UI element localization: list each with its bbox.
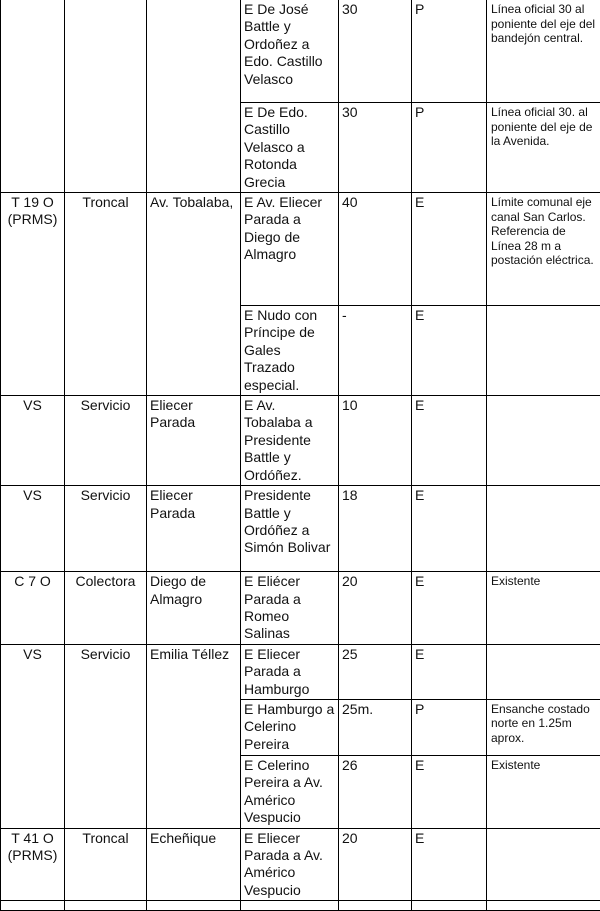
segment-cell: E Celerino Pereira a Av. Américo Vespucio: [241, 755, 339, 828]
name-cell: Eliecer Parada: [147, 396, 241, 486]
code-cell: [1, 0, 65, 193]
empty-cell: [339, 901, 412, 911]
table-row: [1, 486, 600, 572]
segment-cell: E Av. Eliecer Parada a Diego de Almagro: [241, 193, 339, 306]
notes-cell: Existente: [487, 755, 600, 828]
notes-cell: [487, 306, 600, 396]
segment-cell: E De José Battle y Ordoñez a Edo. Castillo Velasco: [241, 0, 339, 103]
status-cell: P: [412, 699, 487, 755]
name-cell: Emilia Téllez: [147, 644, 241, 828]
width-cell: -: [339, 306, 412, 396]
code-cell: VS: [1, 396, 65, 486]
name-cell: Av. Tobalaba,: [147, 193, 241, 396]
notes-cell: [487, 828, 600, 901]
status-cell: E: [412, 644, 487, 699]
notes-cell: Línea oficial 30. al poniente del eje de la Avenida.: [487, 103, 600, 193]
table-row: [1, 396, 600, 486]
notes-cell: Límite comunal eje canal San Carlos. Referencia de Línea 28 m a postación eléctrica.: [487, 193, 600, 306]
width-cell: 30: [339, 103, 412, 193]
empty-cell: [241, 901, 339, 911]
width-cell: 18: [339, 486, 412, 572]
category-cell: [65, 0, 147, 193]
notes-cell: Ensanche costado norte en 1.25m aprox.: [487, 699, 600, 755]
empty-cell: [487, 901, 600, 911]
notes-cell: [487, 486, 600, 572]
segment-cell: E Nudo con Príncipe de Gales Trazado especial.: [241, 306, 339, 396]
code-cell: VS: [1, 644, 65, 828]
table-row: [1, 901, 600, 911]
status-cell: E: [412, 486, 487, 572]
empty-cell: [1, 901, 65, 911]
width-cell: 30: [339, 0, 412, 103]
status-cell: E: [412, 306, 487, 396]
category-cell: Servicio: [65, 644, 147, 828]
code-cell: T 41 O (PRMS): [1, 828, 65, 901]
status-cell: P: [412, 0, 487, 103]
notes-cell: [487, 396, 600, 486]
width-cell: 25: [339, 644, 412, 699]
notes-cell: [487, 644, 600, 699]
name-cell: Diego de Almagro: [147, 572, 241, 645]
empty-cell: [147, 901, 241, 911]
width-cell: 20: [339, 828, 412, 901]
empty-cell: [65, 901, 147, 911]
table-row: [1, 572, 600, 645]
table-row: [1, 828, 600, 901]
table-row: [1, 193, 600, 306]
category-cell: Troncal: [65, 828, 147, 901]
code-cell: T 19 O (PRMS): [1, 193, 65, 396]
notes-cell: Existente: [487, 572, 600, 645]
code-cell: VS: [1, 486, 65, 572]
category-cell: Servicio: [65, 396, 147, 486]
segment-cell: E Av. Tobalaba a Presidente Battle y Ordóñez.: [241, 396, 339, 486]
notes-cell: Línea oficial 30 al poniente del eje del bandejón central.: [487, 0, 600, 103]
name-cell: Echeñique: [147, 828, 241, 901]
segment-cell: Presidente Battle y Ordóñez a Simón Bolivar: [241, 486, 339, 572]
name-cell: Eliecer Parada: [147, 486, 241, 572]
segment-cell: E Eliécer Parada a Romeo Salinas: [241, 572, 339, 645]
status-cell: E: [412, 572, 487, 645]
category-cell: Colectora: [65, 572, 147, 645]
category-cell: Servicio: [65, 486, 147, 572]
code-cell: C 7 O: [1, 572, 65, 645]
status-cell: P: [412, 103, 487, 193]
width-cell: 26: [339, 755, 412, 828]
width-cell: 10: [339, 396, 412, 486]
segment-cell: E De Edo. Castillo Velasco a Rotonda Grecia: [241, 103, 339, 193]
width-cell: 25m.: [339, 699, 412, 755]
status-cell: E: [412, 755, 487, 828]
segment-cell: E Hamburgo a Celerino Pereira: [241, 699, 339, 755]
width-cell: 20: [339, 572, 412, 645]
category-cell: Troncal: [65, 193, 147, 396]
segment-cell: E Eliecer Parada a Av. Américo Vespucio: [241, 828, 339, 901]
table-row: [1, 644, 600, 699]
status-cell: E: [412, 193, 487, 306]
status-cell: E: [412, 396, 487, 486]
width-cell: 40: [339, 193, 412, 306]
table-row: [1, 0, 600, 103]
name-cell: [147, 0, 241, 193]
status-cell: E: [412, 828, 487, 901]
empty-cell: [412, 901, 487, 911]
segment-cell: E Eliecer Parada a Hamburgo: [241, 644, 339, 699]
